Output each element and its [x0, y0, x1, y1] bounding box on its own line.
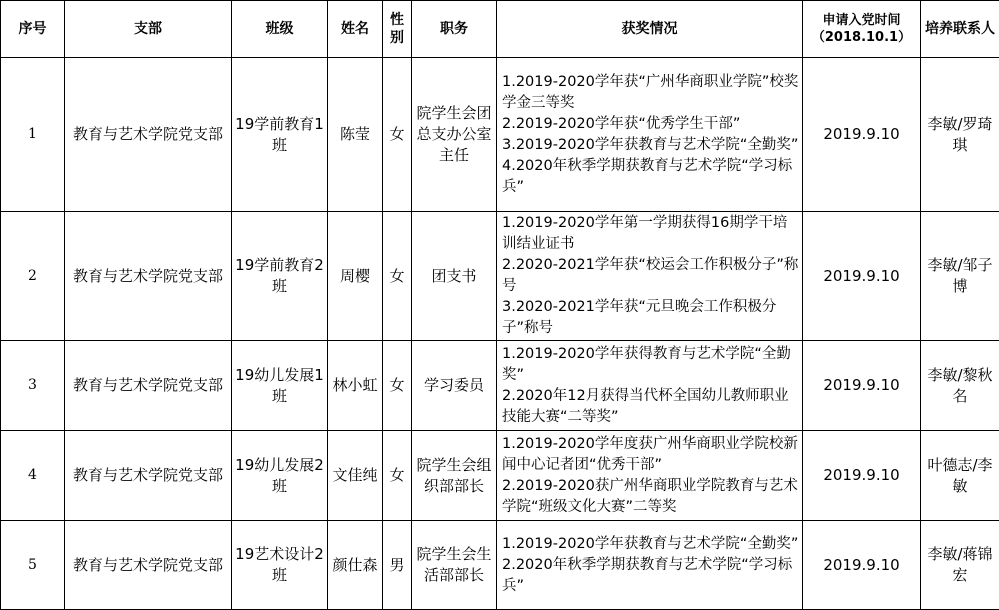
header-branch: 支部 [65, 1, 232, 58]
cell-gender: 女 [383, 212, 412, 341]
award-line: 1.2019-2020学年第一学期获得16期学干培训结业证书 [502, 215, 788, 252]
header-name: 姓名 [328, 1, 383, 58]
cell-awards [497, 431, 803, 521]
table-row [1, 212, 999, 341]
award-line: 1.2019-2020学年获教育与艺术学院“全勤奖” [502, 535, 799, 552]
table-row [1, 341, 999, 431]
cell-name: 陈莹 [328, 58, 383, 212]
award-line: 4.2020年秋季学期获教育与艺术学院“学习标兵” [502, 157, 793, 195]
cell-name: 颜仕森 [328, 521, 383, 610]
award-line: 2.2020-2021学年获“校运会工作积极分子”称号 [502, 257, 799, 294]
table-row [1, 58, 999, 212]
award-line: 2.2020年12月获得当代杯全国幼儿教师职业技能大赛“二等奖” [502, 387, 789, 425]
cell-position: 院学生会团总支办公室主任 [412, 58, 497, 212]
cell-branch: 教育与艺术学院党支部 [65, 521, 232, 610]
header-apply-time: 申请入党时间（2018.10.1） [803, 1, 921, 58]
cell-class: 19学前教育1班 [232, 58, 328, 212]
cell-name: 文佳纯 [328, 431, 383, 521]
award-line: 1.2019-2020学年度获广州华商职业学院校新闻中心记者团“优秀干部” [502, 435, 798, 473]
award-line: 1.2019-2020学年获得教育与艺术学院“全勤奖” [502, 345, 791, 383]
award-line: 2.2020年秋季学期获教育与艺术学院“学习标兵” [502, 556, 793, 594]
cell-position: 院学生会组织部部长 [412, 431, 497, 521]
cell-class: 19学前教育2班 [232, 212, 328, 341]
award-line: 2.2019-2020学年获“优秀学生干部” [502, 115, 741, 132]
header-seq: 序号 [1, 1, 65, 58]
award-line: 3.2019-2020学年获教育与艺术学院“全勤奖” [502, 136, 799, 153]
award-line: 3.2020-2021学年获“元旦晚会工作积极分子”称号 [502, 299, 777, 336]
header-position: 职务 [412, 1, 497, 58]
table-row [1, 431, 999, 521]
cell-seq: 3 [1, 341, 65, 431]
cell-contact: 李敏/黎秋名 [921, 341, 999, 431]
cell-awards [497, 58, 803, 212]
cell-apply-time: 2019.9.10 [803, 341, 921, 431]
header-class: 班级 [232, 1, 328, 58]
cell-branch: 教育与艺术学院党支部 [65, 58, 232, 212]
cell-position: 院学生会生活部部长 [412, 521, 497, 610]
cell-name: 周樱 [328, 212, 383, 341]
cell-apply-time: 2019.9.10 [803, 521, 921, 610]
cell-contact: 李敏/邹子博 [921, 212, 999, 341]
cell-seq: 1 [1, 58, 65, 212]
cell-apply-time: 2019.9.10 [803, 431, 921, 521]
cell-branch: 教育与艺术学院党支部 [65, 341, 232, 431]
cell-class: 19幼儿发展2班 [232, 431, 328, 521]
award-line: 1.2019-2020学年获“广州华商职业学院”校奖学金三等奖 [502, 73, 799, 111]
cell-seq: 4 [1, 431, 65, 521]
header-gender: 性别 [383, 1, 412, 58]
cell-seq: 5 [1, 521, 65, 610]
cell-apply-time: 2019.9.10 [803, 58, 921, 212]
cell-gender: 女 [383, 341, 412, 431]
cell-contact: 叶德志/李敏 [921, 431, 999, 521]
award-line: 2.2019-2020获广州华商职业学院教育与艺术学院“班级文化大赛”二等奖 [502, 477, 798, 515]
cell-name: 林小虹 [328, 341, 383, 431]
cell-class: 19艺术设计2班 [232, 521, 328, 610]
header-contact: 培养联系人 [921, 1, 999, 58]
cell-awards [497, 212, 803, 341]
cell-contact: 李敏/罗琦琪 [921, 58, 999, 212]
cell-awards [497, 521, 803, 610]
cell-gender: 女 [383, 58, 412, 212]
cell-awards [497, 341, 803, 431]
cell-branch: 教育与艺术学院党支部 [65, 431, 232, 521]
header-row [1, 1, 999, 58]
cell-position: 学习委员 [412, 341, 497, 431]
cell-contact: 李敏/蒋锦宏 [921, 521, 999, 610]
table-row [1, 521, 999, 610]
cell-seq: 2 [1, 212, 65, 341]
cell-branch: 教育与艺术学院党支部 [65, 212, 232, 341]
cell-gender: 男 [383, 521, 412, 610]
cell-gender: 女 [383, 431, 412, 521]
header-awards: 获奖情况 [497, 1, 803, 58]
cell-position: 团支书 [412, 212, 497, 341]
cell-apply-time: 2019.9.10 [803, 212, 921, 341]
cell-class: 19幼儿发展1班 [232, 341, 328, 431]
